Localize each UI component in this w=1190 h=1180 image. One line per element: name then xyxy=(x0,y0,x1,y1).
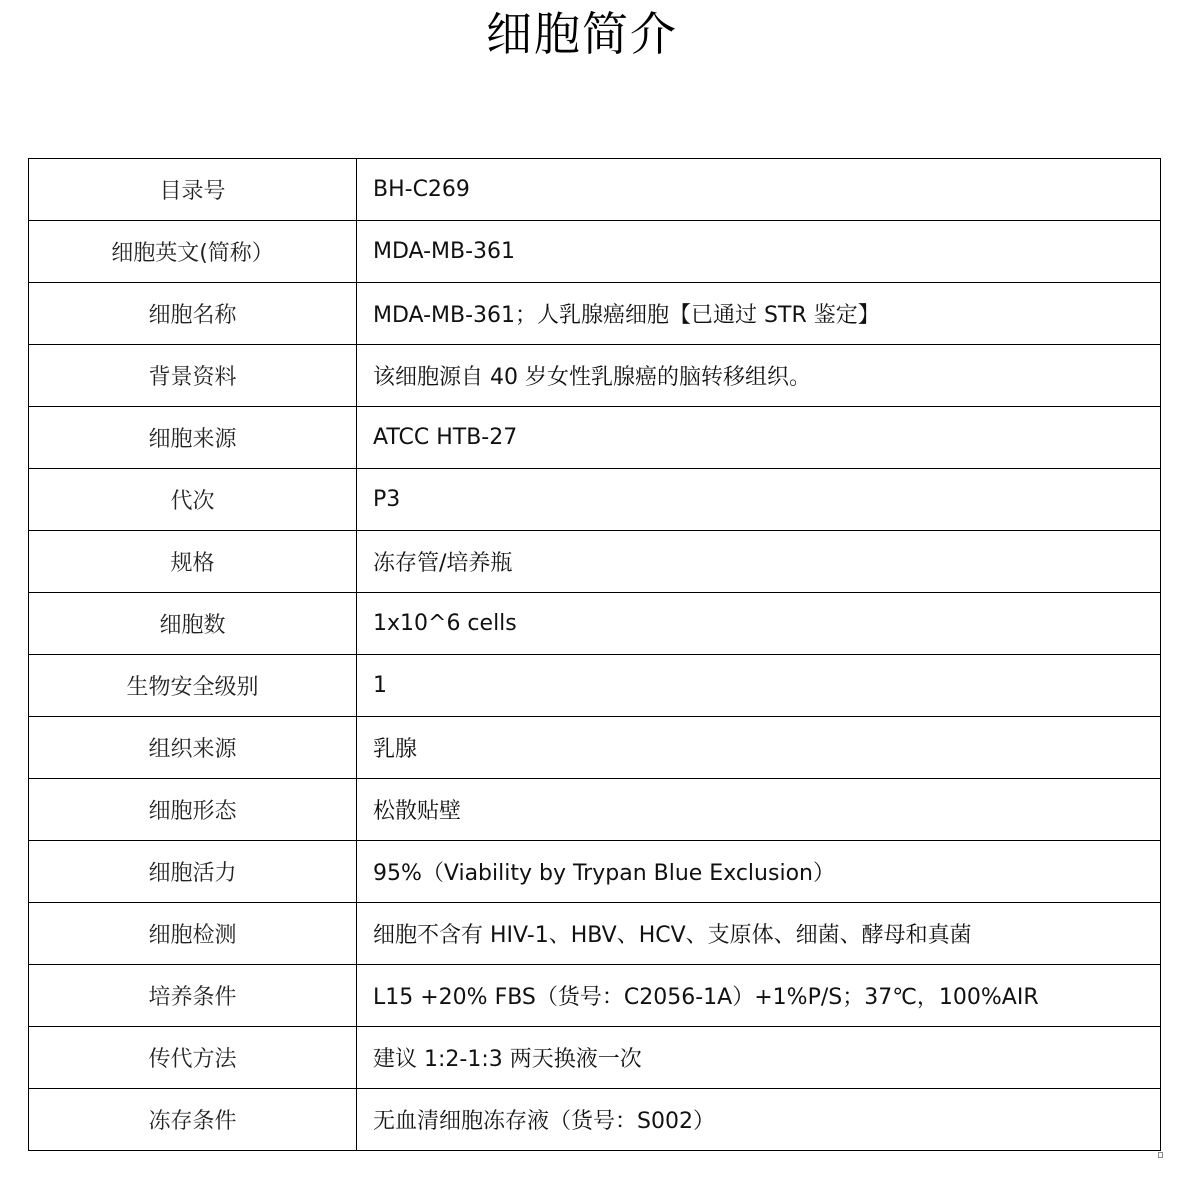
row-label: 规格 xyxy=(29,531,357,593)
table-row xyxy=(29,779,1161,841)
table-row xyxy=(29,469,1161,531)
table-resize-handle[interactable] xyxy=(1158,1152,1163,1158)
row-label: 代次 xyxy=(29,469,357,531)
row-value: 1 xyxy=(357,655,1161,717)
table-row xyxy=(29,283,1161,345)
table-row xyxy=(29,717,1161,779)
row-value: MDA-MB-361 xyxy=(357,221,1161,283)
row-value: ATCC HTB-27 xyxy=(357,407,1161,469)
row-value: 该细胞源自 40 岁女性乳腺癌的脑转移组织。 xyxy=(357,345,1161,407)
row-value: 冻存管/培养瓶 xyxy=(357,531,1161,593)
row-value: L15 +20% FBS（货号：C2056-1A）+1%P/S；37℃，100%AIR xyxy=(357,965,1161,1027)
row-label: 细胞活力 xyxy=(29,841,357,903)
cell-info-table xyxy=(28,158,1161,1151)
row-label: 传代方法 xyxy=(29,1027,357,1089)
table-row xyxy=(29,221,1161,283)
table-row xyxy=(29,345,1161,407)
row-label: 培养条件 xyxy=(29,965,357,1027)
table-row xyxy=(29,531,1161,593)
table-row xyxy=(29,965,1161,1027)
row-label: 冻存条件 xyxy=(29,1089,357,1151)
table-row xyxy=(29,903,1161,965)
row-label: 背景资料 xyxy=(29,345,357,407)
page-title: 细胞简介 xyxy=(486,7,678,61)
table-row xyxy=(29,159,1161,221)
row-label: 细胞检测 xyxy=(29,903,357,965)
row-value: 松散贴壁 xyxy=(357,779,1161,841)
row-value: P3 xyxy=(357,469,1161,531)
row-label: 细胞形态 xyxy=(29,779,357,841)
row-value: 无血清细胞冻存液（货号：S002） xyxy=(357,1089,1161,1151)
table-row xyxy=(29,655,1161,717)
table-row xyxy=(29,1089,1161,1151)
row-value: MDA-MB-361；人乳腺癌细胞【已通过 STR 鉴定】 xyxy=(357,283,1161,345)
row-label: 细胞数 xyxy=(29,593,357,655)
row-label: 细胞名称 xyxy=(29,283,357,345)
row-label: 细胞英文(简称） xyxy=(29,221,357,283)
row-label: 组织来源 xyxy=(29,717,357,779)
row-value: 95%（Viability by Trypan Blue Exclusion） xyxy=(357,841,1161,903)
row-value: 乳腺 xyxy=(357,717,1161,779)
row-value: 1x10^6 cells xyxy=(357,593,1161,655)
row-label: 生物安全级别 xyxy=(29,655,357,717)
table-row xyxy=(29,407,1161,469)
table-row xyxy=(29,1027,1161,1089)
table-row xyxy=(29,841,1161,903)
row-value: BH-C269 xyxy=(357,159,1161,221)
row-label: 目录号 xyxy=(29,159,357,221)
row-label: 细胞来源 xyxy=(29,407,357,469)
table-row xyxy=(29,593,1161,655)
row-value: 建议 1:2-1:3 两天换液一次 xyxy=(357,1027,1161,1089)
row-value: 细胞不含有 HIV-1、HBV、HCV、支原体、细菌、酵母和真菌 xyxy=(357,903,1161,965)
